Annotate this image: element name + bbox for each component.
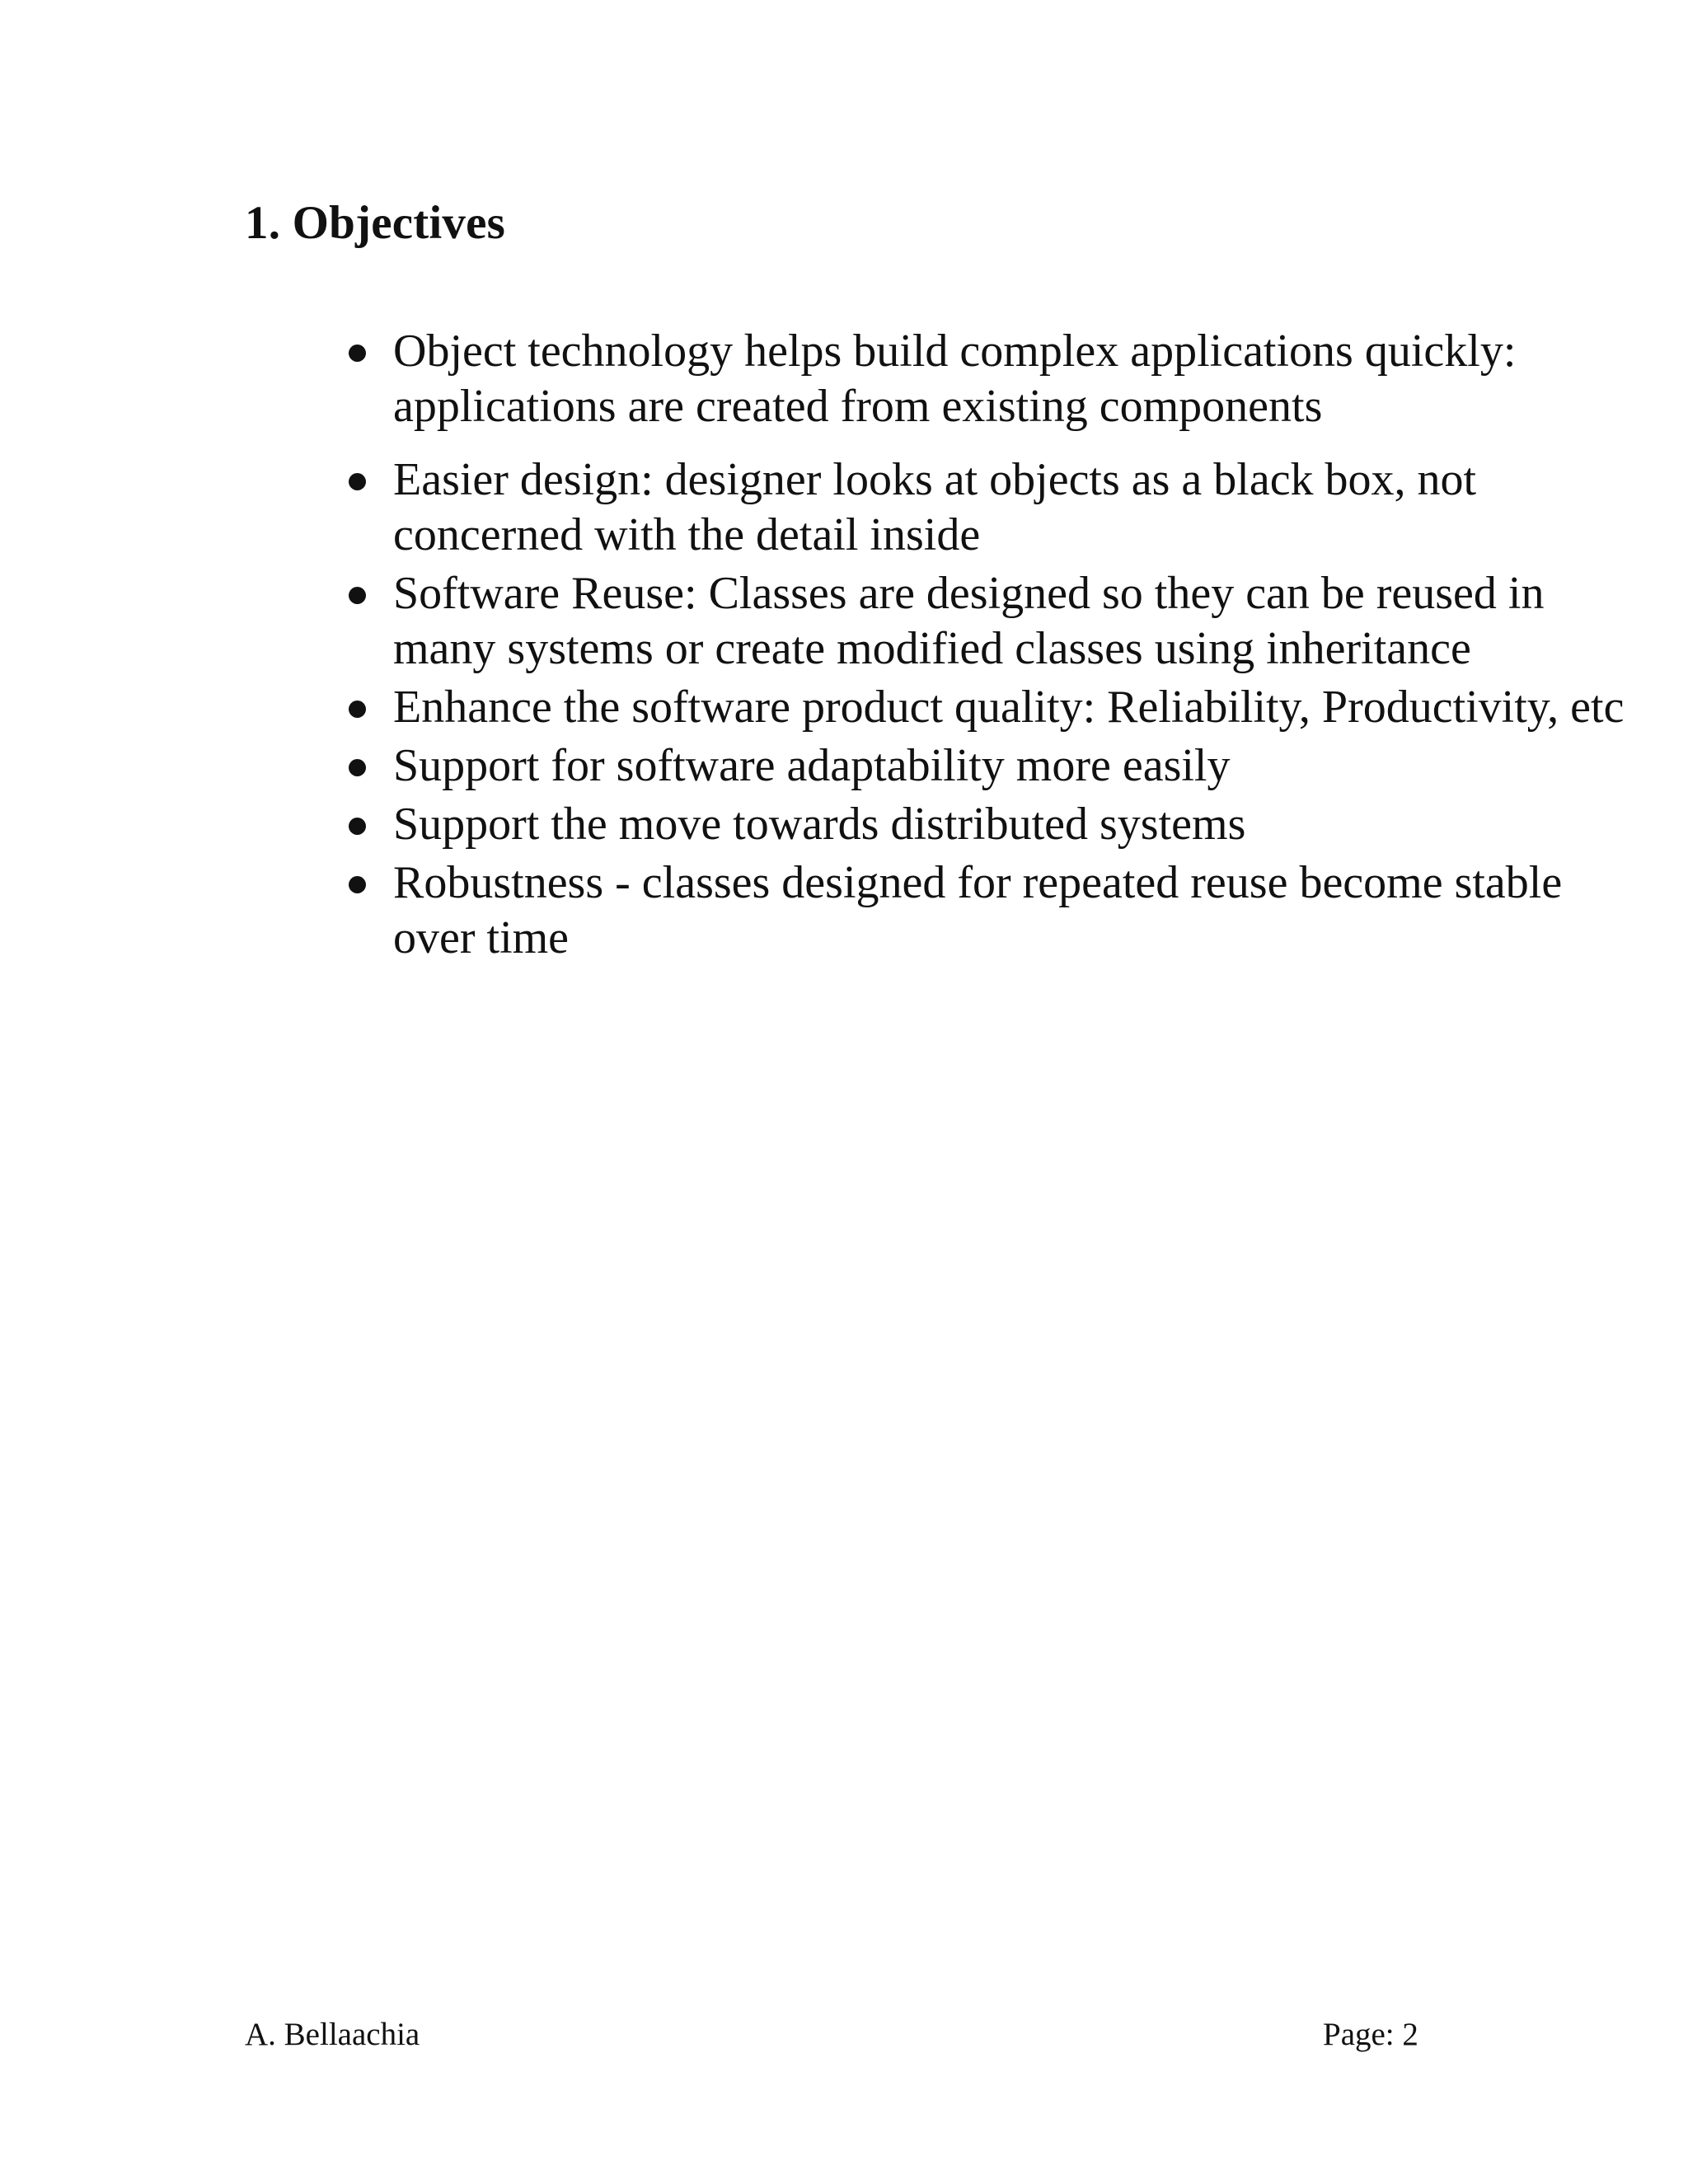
list-item-text: Support for software adaptability more easily — [393, 740, 1231, 791]
page-title: 1. Objectives — [245, 197, 506, 249]
list-item — [338, 738, 1640, 794]
objectives-list — [338, 324, 1640, 969]
list-item — [338, 797, 1640, 852]
footer-author: A. Bellaachia — [245, 2017, 420, 2052]
list-item — [338, 324, 1640, 434]
list-item-text: Support the move towards distributed systems — [393, 799, 1246, 850]
bullet-icon — [349, 876, 366, 893]
list-item — [338, 566, 1640, 677]
page-number: Page: 2 — [1323, 2017, 1418, 2052]
list-item — [338, 452, 1640, 563]
list-item-text: Easier design: designer looks at objects as a black box, not concerned with the detail inside — [393, 454, 1477, 560]
bullet-icon — [349, 473, 366, 490]
list-item — [338, 855, 1640, 966]
list-item-text: Software Reuse: Classes are designed so they can be reused in many systems or create modified classes using inheritance — [393, 568, 1545, 674]
list-item-text: Object technology helps build complex applications quickly: applications are created from existing components — [393, 326, 1517, 432]
list-item — [338, 680, 1640, 735]
bullet-icon — [349, 759, 366, 776]
list-item-text: Enhance the software product quality: Reliability, Productivity, etc — [393, 682, 1625, 733]
list-item-text: Robustness - classes designed for repeated reuse become stable over time — [393, 857, 1563, 963]
bullet-icon — [349, 587, 366, 604]
bullet-icon — [349, 818, 366, 835]
bullet-icon — [349, 344, 366, 362]
bullet-icon — [349, 701, 366, 718]
